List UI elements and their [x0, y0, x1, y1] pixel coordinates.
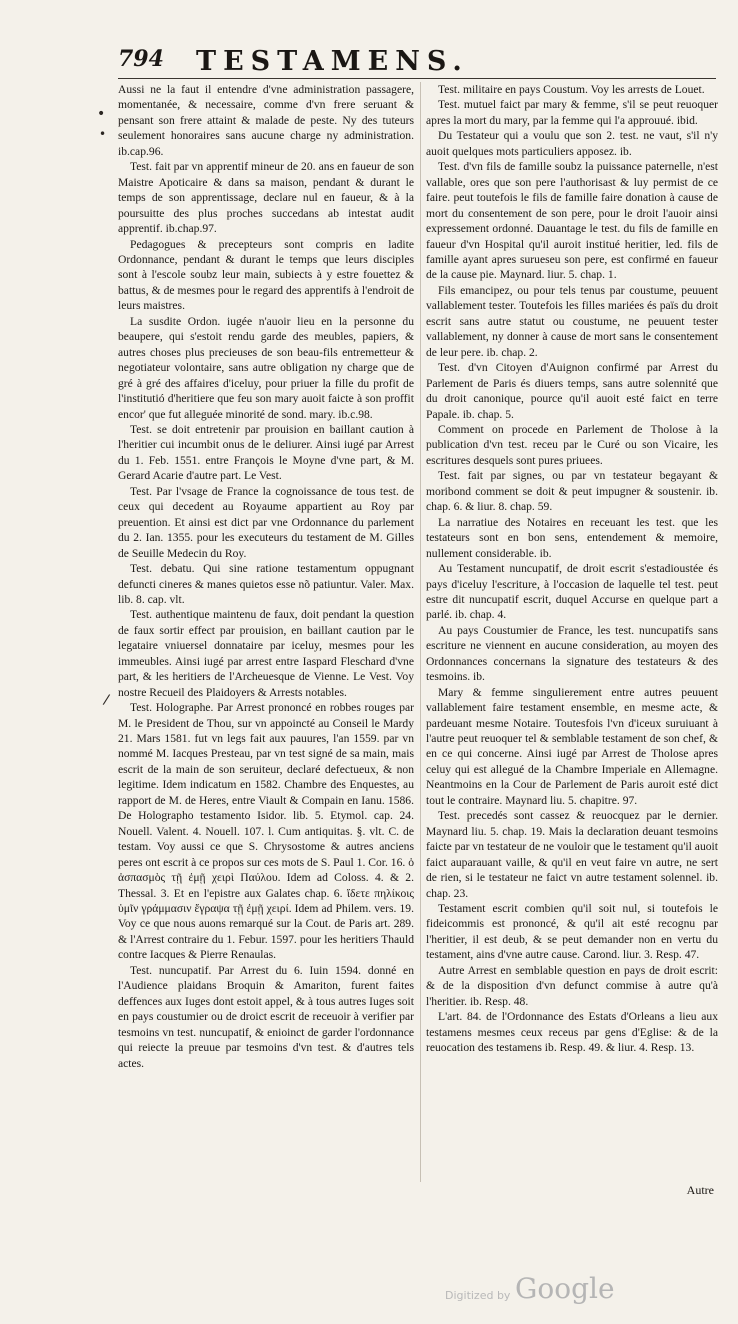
paragraph: Test. d'vn fils de famille soubz la puissance paternelle, n'est vallable, ores que son pere l'authorisast & luy permist de ce faire. peut toutefois le fils de famille faire donation à cause de mort du consentement de son pere, pour le droit l'auoir ainsi expressement ordonné. Dauantage le test. du fils de famille en faueur d'vn Hospital qu'il auroit institué heritier, led. fils de famille ayant apres surueseu son pere, est confirmé en faueur de la cause pie. Maynard. liur. 5. chap. 1.: [426, 160, 718, 282]
paragraph: Test. debatu. Qui sine ratione testamentum oppugnant defuncti cineres & manes quietos esse nõ patiuntur. Valer. Max. lib. 8. cap. vlt.: [118, 562, 414, 606]
paragraph: La susdite Ordon. iugée n'auoir lieu en la personne du beaupere, qui s'estoit rendu garde des meubles, papiers, & autres choses plus precieuses de son beau-fils entremetteur & negotiateur volontaire, sans autre obligation ny charge que de gré à gré des affaires d'iceluy, pour priuer la fille du profit de l'institutió d'heritiere que feu son mary auoit faicte à son proffit encor' que fut alleguée minorité de sond. mary. ib.c.98.: [118, 314, 414, 421]
column-divider: [420, 82, 421, 1182]
digitized-by-label: Digitized by: [445, 1289, 511, 1302]
paragraph: Test. mutuel faict par mary & femme, s'il se peut reuoquer apres la mort du mary, par la femme qui l'a approuué. ibid.: [426, 98, 718, 127]
paragraph: Test. precedés sont cassez & reuocquez par le dernier. Maynard liu. 5. chap. 19. Mais la declaration deuant tesmoins faicte par vn testateur de ne vouloir que le testament qu'il auoit faict auparauant vaille, & qu'il en veut faire vn autre, ne sert de rien, si le testateur ne faict vn autre testament solennel. ib. chap. 23.: [426, 809, 718, 900]
header-rule: [118, 78, 716, 79]
paragraph: Au pays Coustumier de France, les test. nuncupatifs sans escriture ne viennent en aucune consideration, au moyen des Ordonnances concernans la signature des testateurs & des tesmoins. ib.: [426, 623, 718, 684]
paragraph: L'art. 84. de l'Ordonnance des Estats d'Orleans a lieu aux testamens mesmes ceux receus par gens d'Eglise: & de la reuocation des testamens ib. Resp. 49. & liur. 4. Resp. 13.: [426, 1010, 718, 1055]
paragraph: Mary & femme singulierement entre autres peuuent vallablement faire testament ensemble, en mesme acte, & pardeuant mesme Notaire. Toutesfois l'vn d'iceux suruiuant à l'autre peut reuoquer tel & semblable testament de son chef, & en ce qui concerne. Ainsi iugé par Arrest de Tholose apres celuy qui est allegué de la Chambre Imperiale en Allemagne. Neantmoins en la Cour de Parlement de Paris auroit esté dict tout le contraire. Maynard liu. 5. chapitre. 97.: [426, 685, 718, 807]
paragraph: Test. se doit entretenir par prouision en baillant caution à l'heritier cui incumbit onus de le deliurer. Ainsi iugé par Arrest du 1. Feb. 1551. entre François le Moyne d'vne part, & M. Gerard Acarie d'autre part. Le Vest.: [118, 422, 414, 483]
catchword: Autre: [686, 1183, 714, 1197]
paragraph: Test. militaire en pays Coustum. Voy les arrests de Louet.: [438, 83, 705, 96]
paragraph: Test. fait par signes, ou par vn testateur begayant & moribond comment se doit & peut impugner & soustenir. ib. chap. 6. & liur. 8. chap. 59.: [426, 469, 718, 514]
margin-mark: /: [102, 691, 111, 709]
paragraph: Autre Arrest en semblable question en pays de droit escrit: & de la disposition d'vn defunct commise à autre qu'à l'heritier. ib. Resp. 48.: [426, 963, 718, 1008]
left-column: [118, 82, 414, 1192]
margin-mark: •: [99, 127, 107, 141]
paragraph: Fils emancipez, ou pour tels tenus par coustume, peuuent vallablement tester. Toutefois les filles mariées és païs du droit escrit sans autre statut ou coustume, ne peuuent tester vallablement, ny donner à cause de mort sans le consentement de leur pere. ib. chap. 2.: [426, 283, 718, 359]
paragraph: Testament escrit combien qu'il soit nul, si toutefois le fideicommis est prononcé, & qu'il ait esté recognu par l'heritier, il est deub, & se peut demander non en vertu du testament, ains d'vne autre cause. Carond. liur. 3. Resp. 47.: [426, 902, 718, 962]
paragraph: Pedagogues & precepteurs sont compris en ladite Ordonnance, pendant & durant le temps que leurs disciples sont à l'escole soubz leur main, subiects à y estre fouettez & battus, & de mesmes pour le regard des apprentifs à l'endroit de leurs maistres.: [118, 237, 414, 313]
paragraph: Aussi ne la faut il entendre d'vne administration passagere, momentanée, & necessaire, comme d'vn frere seruant & pensant son frere attaint & malade de peste. Ny des tuteurs seulement honoraires sans aucune charge ny administration. ib.cap.96.: [118, 83, 414, 158]
paragraph: Test. fait par vn apprentif mineur de 20. ans en faueur de son Maistre Apoticaire & dans sa maison, pendant & durant le temps de son apprentissage, declare nul en faueur, & à la poursuitte des plus proches succedans ab intestat audit apprentif. ib.chap.97.: [118, 160, 414, 236]
digitized-footer: [445, 1272, 645, 1312]
paragraph: La narratiue des Notaires en receuant les test. que les testateurs sont en bon sens, entendement & memoire, nullement considerable. ib.: [426, 515, 718, 560]
paragraph: Comment on procede en Parlement de Tholose à la publication d'vn test. receu par le Curé ou son Vicaire, les escritures desquels sont pures priuees.: [426, 422, 718, 467]
running-title: TESTAMENS.: [196, 46, 469, 77]
paragraph: Au Testament nuncupatif, de droit escrit s'estadioustée és pays d'iceluy l'escriture, à l'occasion de laquelle tel test. peut estre dit nuncupatif escrit, duquel Accurse en quelque part a parlé. ib. chap. 4.: [426, 562, 718, 622]
google-logo: Google: [515, 1272, 615, 1305]
right-column: [426, 82, 718, 1182]
paragraph: Test. nuncupatif. Par Arrest du 6. Iuin 1594. donné en l'Audience plaidans Broquin & Amariton, furent faites deffences aux Iuges dont estoit appel, & à tous autres Iuges soit en pays coustumier ou de droict escrit de receuoir à verifier par tesmoins vn test. nuncupatif, & enioinct de garder l'ordonnance qui reiecte la preuue par tesmoins d'vn test. & d'autres tels actes.: [118, 963, 414, 1070]
paragraph: Du Testateur qui a voulu que son 2. test. ne vaut, s'il n'y auoit quelques mots particuliers apposez. ib.: [426, 129, 718, 158]
page-header: [118, 46, 518, 76]
paragraph: Test. Par l'vsage de France la cognoissance de tous test. de ceux qui decedent au Royaume appartient au Roy par preuention. Et ainsi est dict par vne Ordonnance du parlement du 2. Ian. 1355. pour les executeurs du testament de M. Gilles de Seuille Medecin du Roy.: [118, 484, 414, 560]
paragraph: Test. Holographe. Par Arrest prononcé en robbes rouges par M. le President de Thou, sur vn appoincté au Conseil le Mardy 21. Mars 1581. fut vn legs fait aux pauures, l'an 1559. par vn nommé M. Iacques Presteau, par vn test signé de sa main, mais escrit de la main de son seruiteur, declaré defectueux, & non legitime. Idem indicatum en 1582. Chambre des Enquestes, au rapport de M. de Heres, entre Viault & Compain en Ianu. 1586. De Holographo testamento Isidor. lib. 5. Etymol. cap. 24. Nouell. Valent. 4. Nouell. 107. l. Cum antiquitas. §. vlt. C. de testam. Voy aussi ce que S. Chrysostome & autres anciens peres ont escrit à ce propos sur ces mots de S. Paul 1. Cor. 16. ὁ ἀσπασμὸς τῇ ἐμῇ χειρὶ Παύλου. Idem ad Coloss. 4. & 2. Thessal. 3. Et en l'epistre aux Galates chap. 6. ἴδετε πηλίκοις ὑμῖν γράμμασιν ἔγραψα τῇ ἐμῇ χειρί. Idem ad Philem. vers. 19. Voy ce que nous auons remarqué sur la Cout. de Paris art. 289. & l'Arrest contraire du 1. Febur. 1597. pour les heritiers Thauld contre Iacques & Pierre Renaulas.: [118, 701, 414, 962]
page-number: 794: [118, 46, 164, 72]
paragraph: Test. authentique maintenu de faux, doit pendant la question de faux sortir effect par prouision, en baillant caution par le legataire vniuersel donnataire par iceluy, mesmes pour les immeubles. Ainsi iugé par arrest entre Iaspard Fleschard d'vne part, & les heritiers de l'Archeuesque de Vienne. Le Vest. Voy nostre Recueil des Plaidoyers & Arrests notables.: [118, 608, 414, 699]
margin-mark: •: [97, 106, 106, 122]
paragraph: Test. d'vn Citoyen d'Auignon confirmé par Arrest du Parlement de Paris és diuers temps, sans autre solennité que du droit canonique, pource qu'il auoit esté faict en terre Papale. ib. chap. 5.: [426, 361, 718, 421]
